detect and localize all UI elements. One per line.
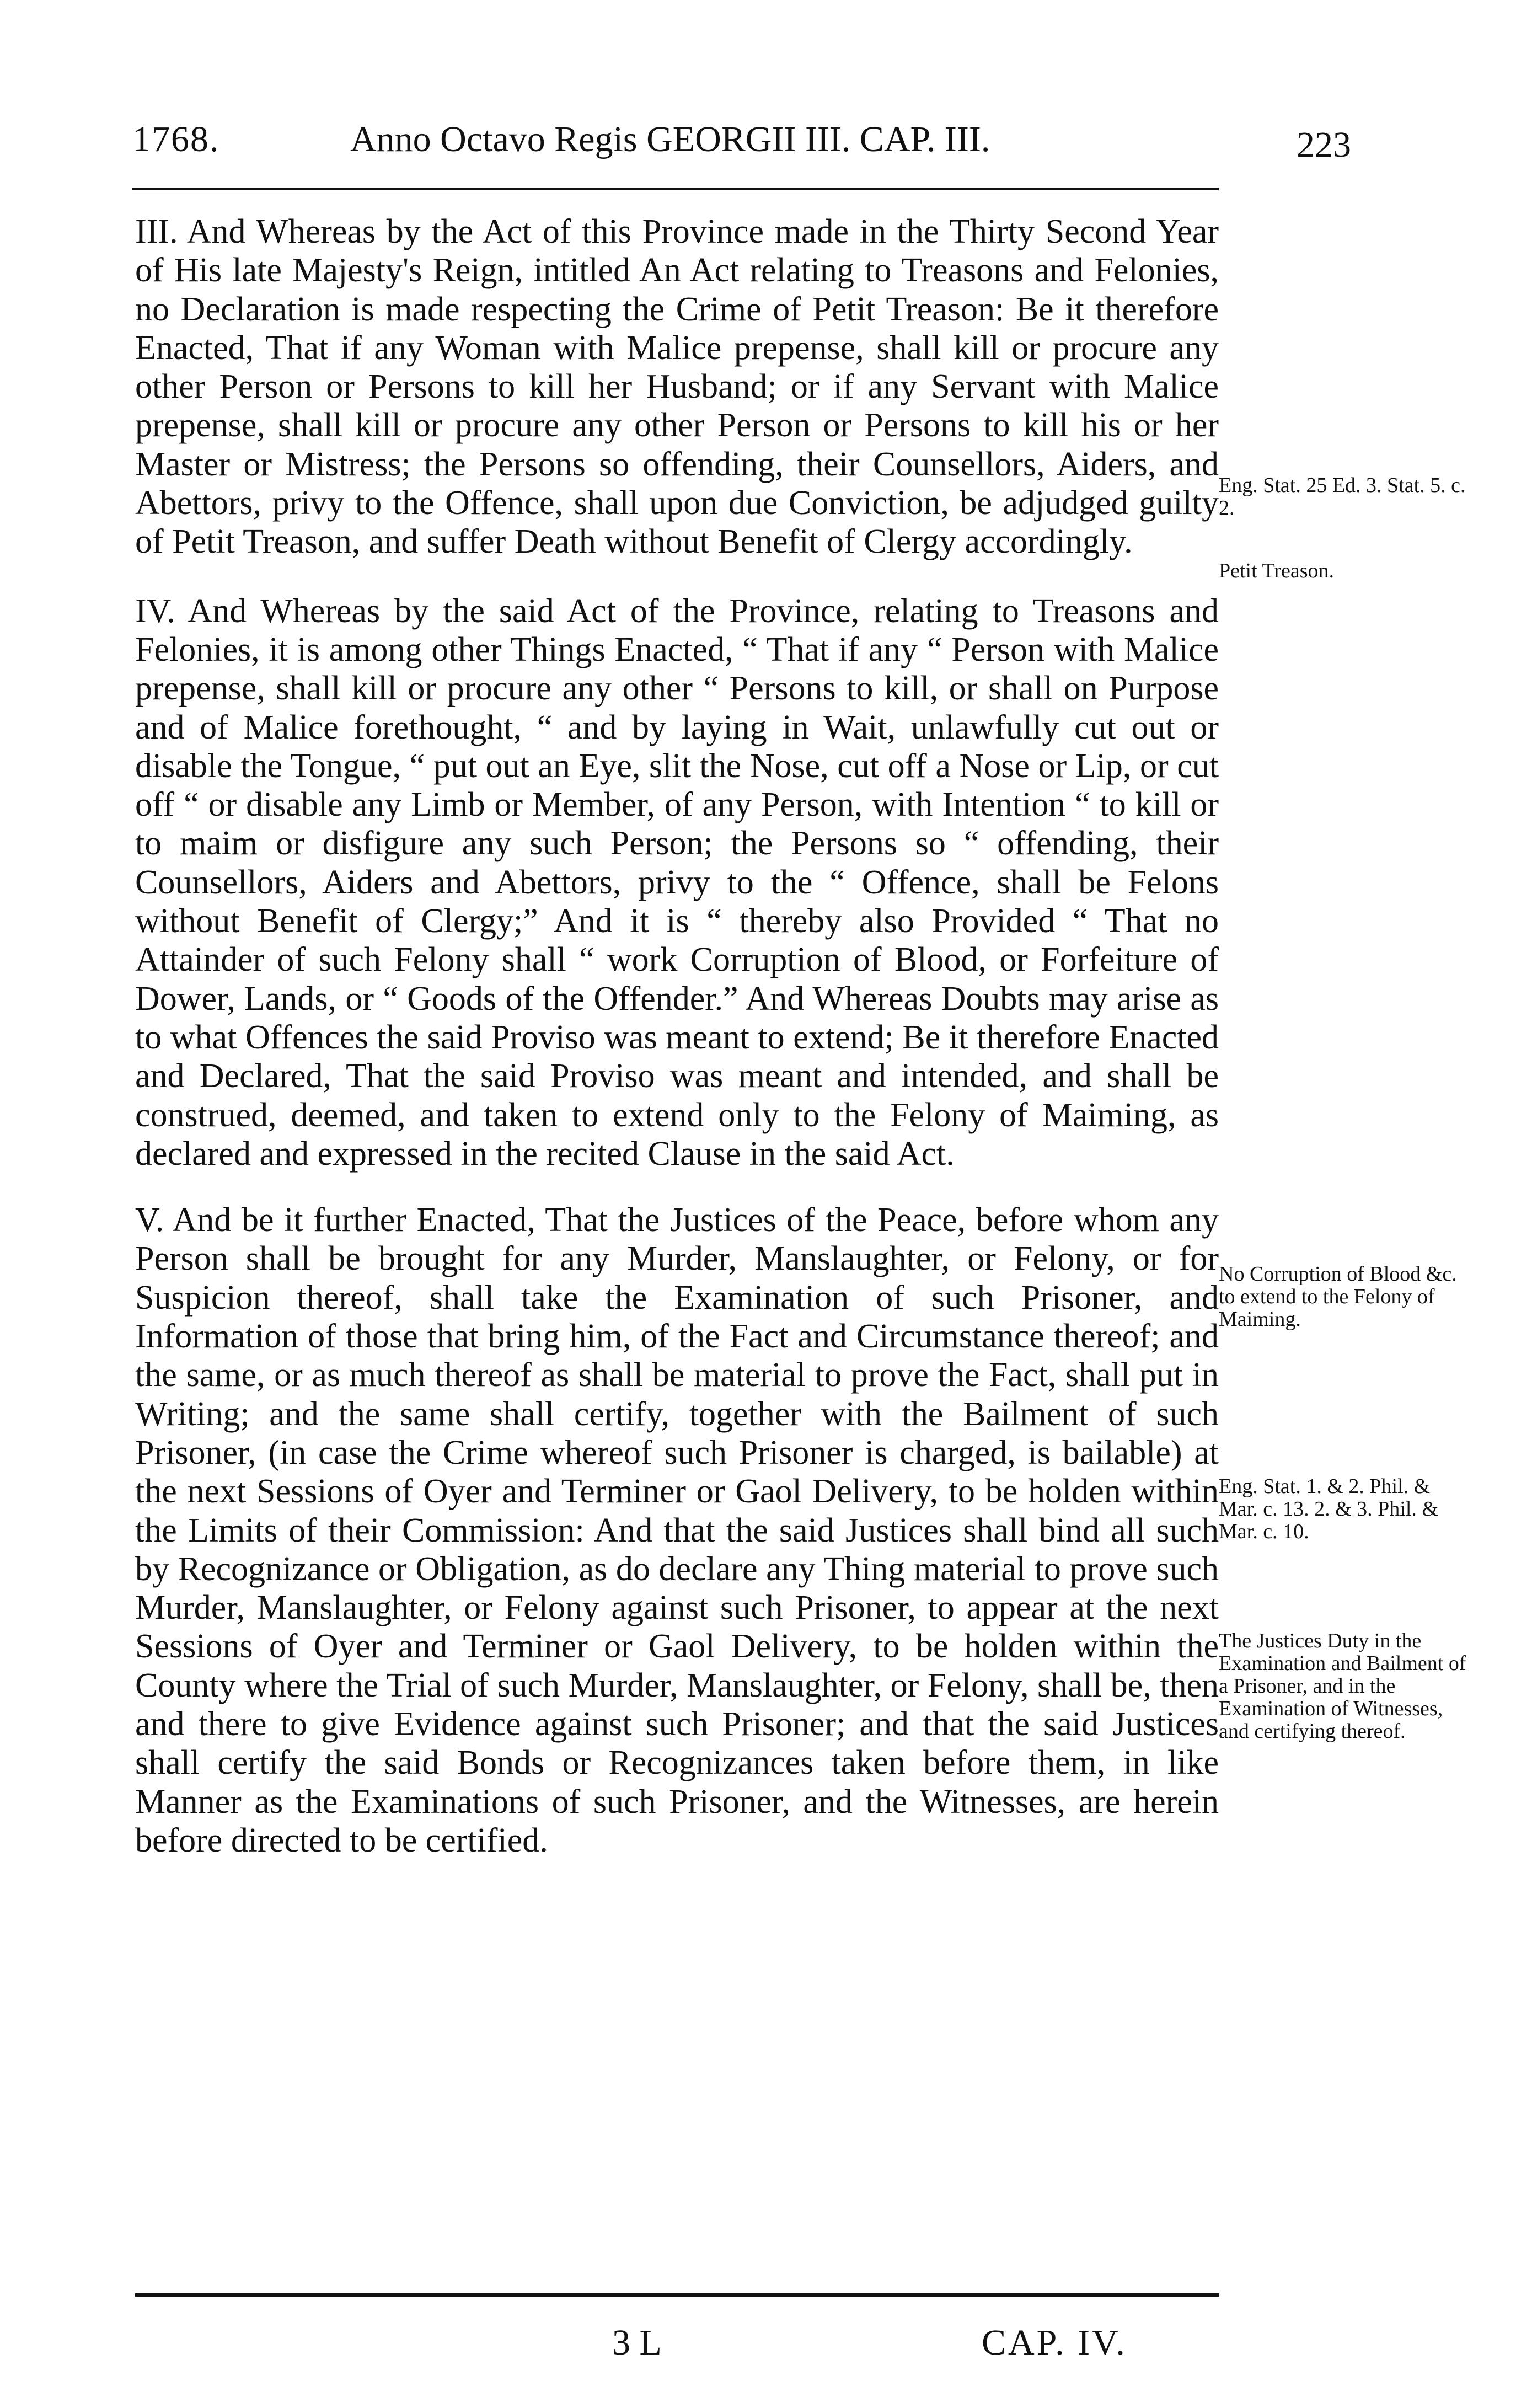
header-rule: [132, 188, 1219, 190]
margin-note-justices-duty: The Justices Duty in the Examination and Bailment of a Prisoner, and in the Examination of Witnesses, and certifying thereof.: [1219, 1629, 1466, 1743]
running-header: [132, 119, 1351, 179]
margin-note-petit-treason: Petit Treason.: [1219, 559, 1335, 582]
footer-rule: [135, 2293, 1219, 2297]
page-number: 223: [1297, 125, 1351, 165]
body-text: [135, 212, 1219, 1860]
margin-note-statute-2: Eng. Stat. 1. & 2. Phil. & Mar. c. 13. 2. & 3. Phil. & Mar. c. 10.: [1219, 1475, 1438, 1543]
section-5: V. And be it further Enacted, That the Justices of the Peace, before whom any Person shall be brought for any Murder, Manslaughter, or Felony, or for Suspicion thereof, shall take the Examination of such Prisoner, and Information of those that bring him, of the Fact and Circumstance thereof; and the same, or as much thereof as shall be material to prove the Fact, shall put in Writing; and the same shall certify, together with the Bailment of such Prisoner, (in case the Crime whereof such Prisoner is charged, is bailable) at the next Sessions of Oyer and Terminer or Gaol Delivery, to be holden within the Limits of their Commission: And that the said Justices shall bind all such by Recognizance or Obligation, as do declare any Thing material to prove such Murder, Manslaughter, or Felony against such Prisoner, to appear at the next Sessions of Oyer and Terminer or Gaol Delivery, to be holden within the County where the Trial of such Murder, Manslaughter, or Felony, shall be, then and there to give Evidence against such Prisoner; and that the said Justices shall certify the said Bonds or Recognizances taken before them, in like Manner as the Examinations of such Prisoner, and the Witnesses, are herein before directed to be certified.: [135, 1201, 1219, 1859]
margin-note-statute-1: Eng. Stat. 25 Ed. 3. Stat. 5. c. 2.: [1219, 474, 1466, 520]
section-3: III. And Whereas by the Act of this Province made in the Thirty Second Year of His late Majesty's Reign, intitled An Act relating to Treasons and Felonies, no Declaration is made respecting the Crime of Petit Treason: Be it therefore Enacted, That if any Woman with Malice prepense, shall kill or procure any other Person or Persons to kill her Husband; or if any Servant with Malice prepense, shall kill or procure any other Person or Persons to kill his or her Master or Mistress; the Persons so offending, their Counsellors, Aiders, and Abettors, privy to the Offence, shall upon due Conviction, be adjudged guilty of Petit Treason, and suffer Death without Benefit of Clergy accordingly.: [135, 213, 1219, 561]
section-4: IV. And Whereas by the said Act of the Province, relating to Treasons and Felonies, it is among other Things Enacted, “ That if any “ Person with Malice prepense, shall kill or procure any other “ Persons to kill, or shall on Purpose and of Malice forethought, “ and by laying in Wait, unlawfully cut out or disable the Tongue, “ put out an Eye, slit the Nose, cut off a Nose or Lip, or cut off “ or disable any Limb or Member, of any Person, with Intention “ to kill or to maim or disfigure any such Person; the Persons so “ offending, their Counsellors, Aiders and Abettors, privy to the “ Offence, shall be Felons without Benefit of Clergy;” And it is “ thereby also Provided “ That no Attainder of such Felony shall “ work Corruption of Blood, or Forfeiture of Dower, Lands, or “ Goods of the Offender.” And Whereas Doubts may arise as to what Offences the said Proviso was meant to extend; Be it therefore Enacted and Declared, That the said Proviso was meant and intended, and shall be construed, deemed, and taken to extend only to the Felony of Maiming, as declared and expressed in the recited Clause in the said Act.: [135, 592, 1219, 1173]
margin-note-corruption-of-blood: No Corruption of Blood &c. to extend to the Felony of Maiming.: [1219, 1262, 1457, 1331]
header-year: 1768.: [132, 119, 220, 159]
signature-mark: 3 L: [612, 2323, 662, 2363]
catchword: CAP. IV.: [982, 2323, 1127, 2363]
header-title: Anno Octavo Regis GEORGII III. CAP. III.: [350, 119, 990, 159]
